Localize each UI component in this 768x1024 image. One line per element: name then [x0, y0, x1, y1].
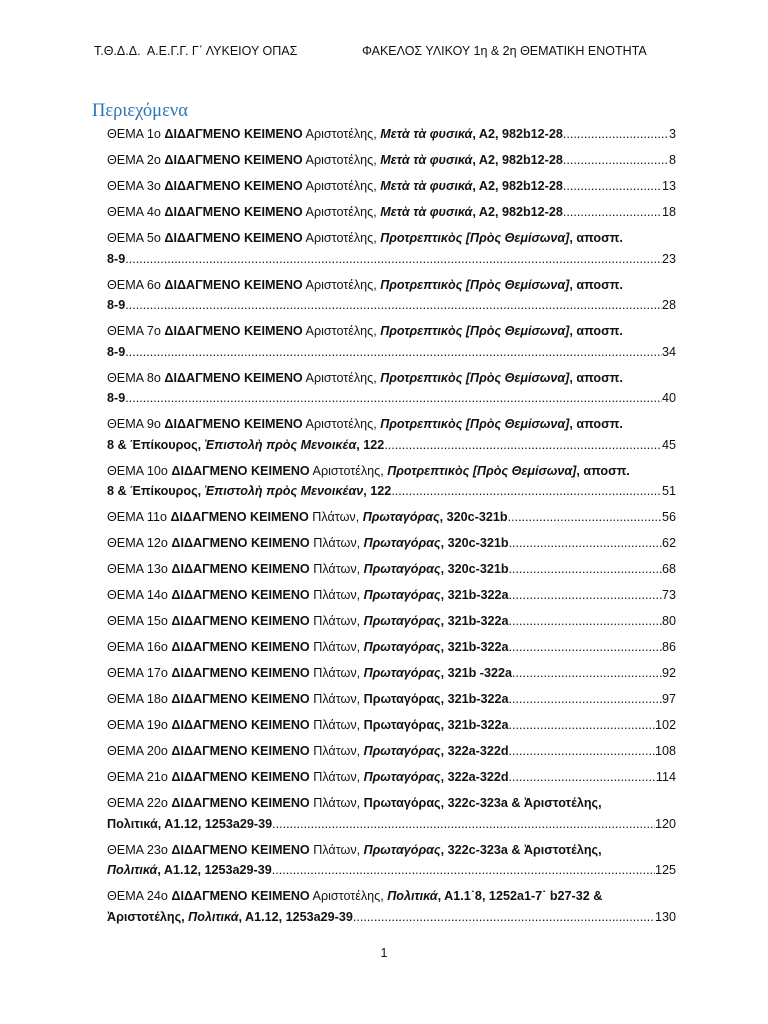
topic-number: ΘΕΜΑ 12ο — [107, 536, 172, 550]
dot-leader — [508, 507, 662, 528]
topic-label: ΔΙΔΑΓΜΕΝΟ ΚΕΙΜΕΝΟ — [171, 588, 310, 602]
toc-entry-text — [107, 388, 125, 409]
work-title: Πολιτικά — [107, 863, 158, 877]
work-title: Μετὰ τὰ φυσικά — [380, 153, 473, 167]
table-of-contents — [107, 124, 676, 933]
toc-entry-line — [107, 435, 676, 456]
toc-entry-line — [107, 886, 676, 907]
toc-entry[interactable] — [107, 715, 676, 736]
topic-number: ΘΕΜΑ 20ο — [107, 744, 172, 758]
work-title: Πρωταγόρας — [363, 536, 441, 550]
toc-entry-text — [107, 150, 563, 171]
work-title: Προτρεπτικὸς [Πρὸς Θεμίσωνα] — [380, 277, 570, 292]
toc-entry-line — [107, 840, 676, 861]
toc-entry-text — [107, 559, 509, 580]
toc-entry-line — [107, 814, 676, 835]
dot-leader — [353, 907, 655, 928]
page-ref: 68 — [661, 562, 676, 576]
topic-label: ΔΙΔΑΓΜΕΝΟ ΚΕΙΜΕΝΟ — [171, 744, 310, 758]
work-title: Μετὰ τὰ φυσικά — [380, 127, 473, 141]
toc-entry[interactable] — [107, 741, 676, 762]
reference: Ἀριστοτέλης, — [107, 909, 189, 924]
topic-number: ΘΕΜΑ 1ο — [107, 127, 165, 141]
author: Αριστοτέλης, — [302, 324, 381, 338]
toc-title: Περιεχόμενα — [92, 101, 188, 121]
topic-number: ΘΕΜΑ 19ο — [107, 718, 172, 732]
dot-leader — [384, 435, 662, 456]
dot-leader — [509, 611, 662, 632]
reference: , 321b-322a — [440, 588, 509, 602]
toc-entry[interactable] — [107, 368, 676, 409]
page-ref: 51 — [661, 484, 676, 498]
reference: , 321b-322a — [440, 614, 509, 628]
work-title: Πρωταγόρας — [363, 562, 441, 576]
reference: , 322a-322d — [440, 744, 509, 758]
work-title: Πρωταγόρας — [363, 770, 441, 784]
reference: , Α2, 982b12-28 — [472, 205, 563, 219]
work-title: Πολιτικά — [387, 889, 438, 903]
topic-label: ΔΙΔΑΓΜΕΝΟ ΚΕΙΜΕΝΟ — [171, 666, 310, 680]
toc-entry-text — [107, 533, 509, 554]
topic-label: ΔΙΔΑΓΜΕΝΟ ΚΕΙΜΕΝΟ — [171, 536, 310, 550]
toc-entry-text — [107, 814, 272, 835]
author: Πλάτων, — [309, 666, 364, 680]
reference: , αποσπ. — [569, 417, 623, 431]
work-title: Ἐπιστολὴ πρὸς Μενοικέαν — [204, 484, 364, 498]
reference: , αποσπ. — [569, 231, 623, 245]
work-title: Πρωταγόρας — [362, 510, 440, 524]
author: Πλάτων, — [309, 718, 364, 732]
toc-entry[interactable] — [107, 275, 676, 316]
reference: , 320c-321b — [440, 562, 509, 576]
topic-number: ΘΕΜΑ 10ο — [107, 463, 172, 478]
toc-entry[interactable] — [107, 663, 676, 684]
work-title: Πρωταγόρας — [363, 614, 441, 628]
author: Αριστοτέλης, — [302, 231, 381, 245]
topic-number: ΘΕΜΑ 16ο — [107, 640, 172, 654]
work-title: Πρωταγόρας — [363, 842, 441, 857]
topic-number: ΘΕΜΑ 6ο — [107, 277, 165, 292]
toc-entry-line — [107, 559, 676, 580]
reference: , 122 — [356, 437, 385, 452]
dot-leader — [509, 559, 662, 580]
toc-entry-line — [107, 388, 676, 409]
toc-entry-line — [107, 907, 676, 928]
dot-leader — [563, 150, 669, 171]
topic-label: ΔΙΔΑΓΜΕΝΟ ΚΕΙΜΕΝΟ — [171, 692, 310, 706]
reference: , αποσπ. — [569, 370, 623, 385]
dot-leader — [509, 637, 662, 658]
work-title: Πρωταγόρας — [363, 640, 441, 654]
author: Πλάτων, — [309, 588, 364, 602]
page-ref: 108 — [654, 744, 676, 758]
page-ref: 62 — [661, 536, 676, 550]
topic-label: ΔΙΔΑΓΜΕΝΟ ΚΕΙΜΕΝΟ — [171, 770, 310, 784]
topic-number: ΘΕΜΑ 18ο — [107, 692, 172, 706]
author: Πλάτων, — [309, 744, 364, 758]
topic-number: ΘΕΜΑ 2ο — [107, 153, 165, 167]
reference: 8-9 — [107, 391, 126, 405]
topic-label: ΔΙΔΑΓΜΕΝΟ ΚΕΙΜΕΝΟ — [171, 796, 310, 810]
topic-label: ΔΙΔΑΓΜΕΝΟ ΚΕΙΜΕΝΟ — [164, 153, 303, 167]
page-ref: 92 — [661, 666, 676, 680]
topic-label: ΔΙΔΑΓΜΕΝΟ ΚΕΙΜΕΝΟ — [164, 324, 303, 338]
work-title: Μετὰ τὰ φυσικά — [380, 179, 473, 193]
toc-entry-line — [107, 150, 676, 171]
topic-number: ΘΕΜΑ 3ο — [107, 179, 165, 193]
toc-entry-line — [107, 715, 676, 736]
header-right: ΦΑΚΕΛΟΣ ΥΛΙΚΟΥ 1η & 2η ΘΕΜΑΤΙΚΗ ΕΝΟΤΗΤΑ — [362, 44, 647, 58]
toc-entry-line — [107, 481, 676, 502]
toc-entry[interactable] — [107, 840, 676, 881]
toc-entry-text — [107, 481, 391, 502]
reference: 8 & Έπίκουρος, — [107, 484, 205, 498]
topic-label: ΔΙΔΑΓΜΕΝΟ ΚΕΙΜΕΝΟ — [171, 889, 310, 903]
toc-entry-text — [107, 435, 384, 456]
dot-leader — [125, 249, 662, 270]
author: Πλάτων, — [309, 536, 364, 550]
toc-entry-text — [107, 793, 602, 814]
toc-entry-text — [107, 321, 623, 342]
toc-entry-text — [107, 840, 602, 861]
author: Αριστοτέλης, — [302, 179, 381, 193]
dot-leader — [509, 689, 662, 710]
page-ref: 28 — [661, 298, 676, 312]
topic-label: ΔΙΔΑΓΜΕΝΟ ΚΕΙΜΕΝΟ — [164, 231, 303, 245]
page-ref: 86 — [661, 640, 676, 654]
dot-leader — [563, 124, 669, 145]
reference: , 322a-322d — [440, 770, 509, 784]
toc-entry[interactable] — [107, 228, 676, 269]
dot-leader — [125, 342, 662, 363]
toc-entry[interactable] — [107, 611, 676, 632]
reference: 8-9 — [107, 344, 126, 359]
reference: , 321b -322a — [440, 666, 513, 680]
toc-entry-line — [107, 507, 676, 528]
dot-leader — [563, 202, 662, 223]
reference: , 321b-322a — [440, 718, 509, 732]
toc-entry-text — [107, 176, 563, 197]
toc-entry-text — [107, 249, 125, 270]
page-ref: 130 — [654, 909, 676, 924]
work-title: Προτρεπτικὸς [Πρὸς Θεμίσωνα] — [380, 370, 570, 385]
toc-entry-text — [107, 886, 602, 907]
author: Αριστοτέλης, — [309, 889, 388, 903]
work-title: Πρωταγόρας — [363, 796, 441, 810]
dot-leader — [509, 741, 655, 762]
topic-number: ΘΕΜΑ 5ο — [107, 231, 165, 245]
toc-entry-line — [107, 321, 676, 342]
topic-number: ΘΕΜΑ 9ο — [107, 417, 165, 431]
page-ref: 114 — [655, 770, 676, 784]
toc-entry-line — [107, 124, 676, 145]
topic-label: ΔΙΔΑΓΜΕΝΟ ΚΕΙΜΕΝΟ — [171, 614, 310, 628]
work-title: Πρωταγόρας — [363, 744, 441, 758]
author: Αριστοτέλης, — [302, 153, 381, 167]
work-title: Προτρεπτικὸς [Πρὸς Θεμίσωνα] — [380, 417, 570, 431]
dot-leader — [509, 533, 662, 554]
work-title: Πρωταγόρας — [363, 588, 441, 602]
topic-label: ΔΙΔΑΓΜΕΝΟ ΚΕΙΜΕΝΟ — [164, 277, 303, 292]
reference: , αποσπ. — [576, 463, 630, 478]
page-ref: 40 — [661, 391, 676, 405]
dot-leader — [272, 814, 655, 835]
author: Αριστοτέλης, — [302, 277, 381, 292]
reference: 8-9 — [107, 298, 126, 312]
topic-number: ΘΕΜΑ 8ο — [107, 370, 165, 385]
header-left: Τ.Θ.Δ.Δ. Α.Ε.Γ.Γ. Γ΄ ΛΥΚΕΙΟΥ ΟΠΑΣ — [94, 44, 298, 58]
toc-entry[interactable] — [107, 507, 676, 528]
reference: 8-9 — [107, 251, 126, 266]
page-ref: 3 — [668, 127, 676, 141]
reference: , 322c-323a & Ἀριστοτέλης, — [440, 796, 602, 810]
toc-entry-text — [107, 202, 563, 223]
reference: , 122 — [363, 484, 392, 498]
toc-entry-line — [107, 202, 676, 223]
dot-leader — [563, 176, 662, 197]
page-ref: 125 — [654, 863, 676, 877]
toc-entry-text — [107, 860, 272, 881]
topic-number: ΘΕΜΑ 23ο — [107, 842, 172, 857]
author: Αριστοτέλης, — [302, 127, 381, 141]
work-title: Πρωταγόρας — [363, 666, 441, 680]
topic-number: ΘΕΜΑ 17ο — [107, 666, 172, 680]
reference: , Α2, 982b12-28 — [472, 153, 563, 167]
toc-entry-text — [107, 689, 509, 710]
reference: , Α1.12, 1253a29-39 — [157, 863, 272, 877]
toc-entry[interactable] — [107, 559, 676, 580]
reference: , 320c-321b — [440, 536, 509, 550]
toc-entry-line — [107, 637, 676, 658]
author: Πλάτων, — [309, 614, 364, 628]
running-header — [94, 44, 674, 62]
topic-number: ΘΕΜΑ 11ο — [107, 510, 171, 524]
topic-label: ΔΙΔΑΓΜΕΝΟ ΚΕΙΜΕΝΟ — [171, 718, 310, 732]
page-ref: 34 — [661, 344, 676, 359]
reference: , 321b-322a — [440, 640, 509, 654]
page-ref: 23 — [661, 251, 676, 266]
toc-entry-line — [107, 689, 676, 710]
work-title: Πρωταγόρας — [363, 718, 441, 732]
toc-entry[interactable] — [107, 321, 676, 362]
work-title: Προτρεπτικὸς [Πρὸς Θεμίσωνα] — [380, 324, 570, 338]
topic-label: ΔΙΔΑΓΜΕΝΟ ΚΕΙΜΕΝΟ — [171, 640, 310, 654]
work-title: Ἐπιστολὴ πρὸς Μενοικέα — [204, 437, 357, 452]
topic-label: ΔΙΔΑΓΜΕΝΟ ΚΕΙΜΕΝΟ — [164, 370, 303, 385]
toc-entry-text — [107, 767, 509, 788]
toc-entry[interactable] — [107, 533, 676, 554]
toc-entry[interactable] — [107, 124, 676, 145]
topic-label: ΔΙΔΑΓΜΕΝΟ ΚΕΙΜΕΝΟ — [164, 417, 303, 431]
toc-entry[interactable] — [107, 585, 676, 606]
toc-entry-text — [107, 907, 353, 928]
topic-number: ΘΕΜΑ 14ο — [107, 588, 172, 602]
topic-label: ΔΙΔΑΓΜΕΝΟ ΚΕΙΜΕΝΟ — [164, 205, 303, 219]
page-ref: 18 — [661, 205, 676, 219]
toc-entry-line — [107, 295, 676, 316]
toc-entry-line — [107, 176, 676, 197]
toc-entry-line — [107, 585, 676, 606]
topic-label: ΔΙΔΑΓΜΕΝΟ ΚΕΙΜΕΝΟ — [164, 127, 303, 141]
page-ref: 120 — [654, 816, 676, 831]
topic-label: ΔΙΔΑΓΜΕΝΟ ΚΕΙΜΕΝΟ — [171, 842, 310, 857]
toc-entry[interactable] — [107, 793, 676, 834]
toc-entry-line — [107, 275, 676, 296]
toc-entry-line — [107, 414, 676, 435]
topic-number: ΘΕΜΑ 13ο — [107, 562, 172, 576]
author: Αριστοτέλης, — [309, 463, 388, 478]
toc-entry-line — [107, 663, 676, 684]
page-ref: 13 — [661, 179, 676, 193]
reference: Πολιτικά, Α1.12, 1253a29-39 — [107, 816, 273, 831]
toc-entry[interactable] — [107, 767, 676, 788]
toc-entry[interactable] — [107, 689, 676, 710]
toc-entry[interactable] — [107, 202, 676, 223]
toc-entry[interactable] — [107, 176, 676, 197]
dot-leader — [125, 388, 662, 409]
reference: , Α2, 982b12-28 — [472, 127, 563, 141]
author: Αριστοτέλης, — [302, 205, 381, 219]
toc-entry-text — [107, 741, 509, 762]
toc-entry-line — [107, 767, 676, 788]
toc-entry-text — [107, 611, 509, 632]
reference: , Α1.12, 1253a29-39 — [238, 909, 353, 924]
dot-leader — [512, 663, 662, 684]
author: Πλάτων, — [309, 692, 364, 706]
dot-leader — [391, 481, 662, 502]
toc-entry[interactable] — [107, 637, 676, 658]
toc-entry[interactable] — [107, 461, 676, 502]
toc-entry-text — [107, 715, 509, 736]
work-title: Πρωταγόρας — [363, 692, 441, 706]
reference: , Α1.1˙8, 1252a1-7˙ b27-32 & — [437, 889, 603, 903]
toc-entry-line — [107, 611, 676, 632]
toc-entry-text — [107, 414, 623, 435]
author: Αριστοτέλης, — [302, 417, 381, 431]
topic-label: ΔΙΔΑΓΜΕΝΟ ΚΕΙΜΕΝΟ — [171, 562, 310, 576]
page-ref: 80 — [661, 614, 676, 628]
topic-number: ΘΕΜΑ 7ο — [107, 324, 165, 338]
work-title: Πολιτικά — [188, 909, 239, 924]
toc-entry-text — [107, 585, 509, 606]
toc-entry[interactable] — [107, 150, 676, 171]
dot-leader — [509, 715, 655, 736]
reference: , αποσπ. — [569, 324, 623, 338]
reference: , 320c-321b — [439, 510, 508, 524]
toc-entry-text — [107, 275, 623, 296]
toc-entry-text — [107, 368, 623, 389]
toc-entry-line — [107, 860, 676, 881]
toc-entry-text — [107, 663, 512, 684]
page-ref: 73 — [661, 588, 676, 602]
topic-label: ΔΙΔΑΓΜΕΝΟ ΚΕΙΜΕΝΟ — [164, 179, 303, 193]
work-title: Προτρεπτικὸς [Πρὸς Θεμίσωνα] — [387, 463, 577, 478]
reference: , 321b-322a — [440, 692, 509, 706]
toc-entry-text — [107, 637, 509, 658]
work-title: Προτρεπτικὸς [Πρὸς Θεμίσωνα] — [380, 231, 570, 245]
topic-number: ΘΕΜΑ 4ο — [107, 205, 165, 219]
reference: , 322c-323a & Ἀριστοτέλης, — [440, 842, 602, 857]
author: Πλάτων, — [309, 842, 364, 857]
toc-entry-line — [107, 249, 676, 270]
page-ref: 56 — [661, 510, 676, 524]
toc-entry-line — [107, 533, 676, 554]
author: Πλάτων, — [308, 510, 363, 524]
topic-label: ΔΙΔΑΓΜΕΝΟ ΚΕΙΜΕΝΟ — [170, 510, 309, 524]
toc-entry-line — [107, 342, 676, 363]
reference: 8 & Έπίκουρος, — [107, 437, 205, 452]
toc-entry-text — [107, 228, 623, 249]
topic-number: ΘΕΜΑ 21ο — [107, 770, 172, 784]
dot-leader — [125, 295, 662, 316]
page-ref: 102 — [654, 718, 676, 732]
author: Πλάτων, — [309, 796, 364, 810]
topic-number: ΘΕΜΑ 15ο — [107, 614, 172, 628]
topic-label: ΔΙΔΑΓΜΕΝΟ ΚΕΙΜΕΝΟ — [171, 463, 310, 478]
toc-entry-text — [107, 124, 563, 145]
toc-entry-line — [107, 793, 676, 814]
work-title: Μετὰ τὰ φυσικά — [380, 205, 473, 219]
toc-entry-text — [107, 295, 125, 316]
toc-entry[interactable] — [107, 414, 676, 455]
reference: , Α2, 982b12-28 — [472, 179, 563, 193]
dot-leader — [509, 585, 662, 606]
topic-number: ΘΕΜΑ 22ο — [107, 796, 172, 810]
dot-leader — [272, 860, 655, 881]
topic-number: ΘΕΜΑ 24ο — [107, 889, 172, 903]
author: Πλάτων, — [309, 562, 364, 576]
page-ref: 45 — [661, 437, 676, 452]
page-ref: 8 — [668, 153, 676, 167]
toc-entry-text — [107, 507, 508, 528]
author: Πλάτων, — [309, 770, 364, 784]
toc-entry-line — [107, 228, 676, 249]
toc-entry-line — [107, 368, 676, 389]
author: Πλάτων, — [309, 640, 364, 654]
toc-entry-line — [107, 741, 676, 762]
toc-entry-text — [107, 342, 125, 363]
reference: , αποσπ. — [569, 277, 623, 292]
page-number: 1 — [380, 946, 388, 960]
toc-entry-text — [107, 461, 630, 482]
toc-entry-line — [107, 461, 676, 482]
page-ref: 97 — [661, 692, 676, 706]
author: Αριστοτέλης, — [302, 370, 381, 385]
toc-entry[interactable] — [107, 886, 676, 927]
dot-leader — [509, 767, 656, 788]
